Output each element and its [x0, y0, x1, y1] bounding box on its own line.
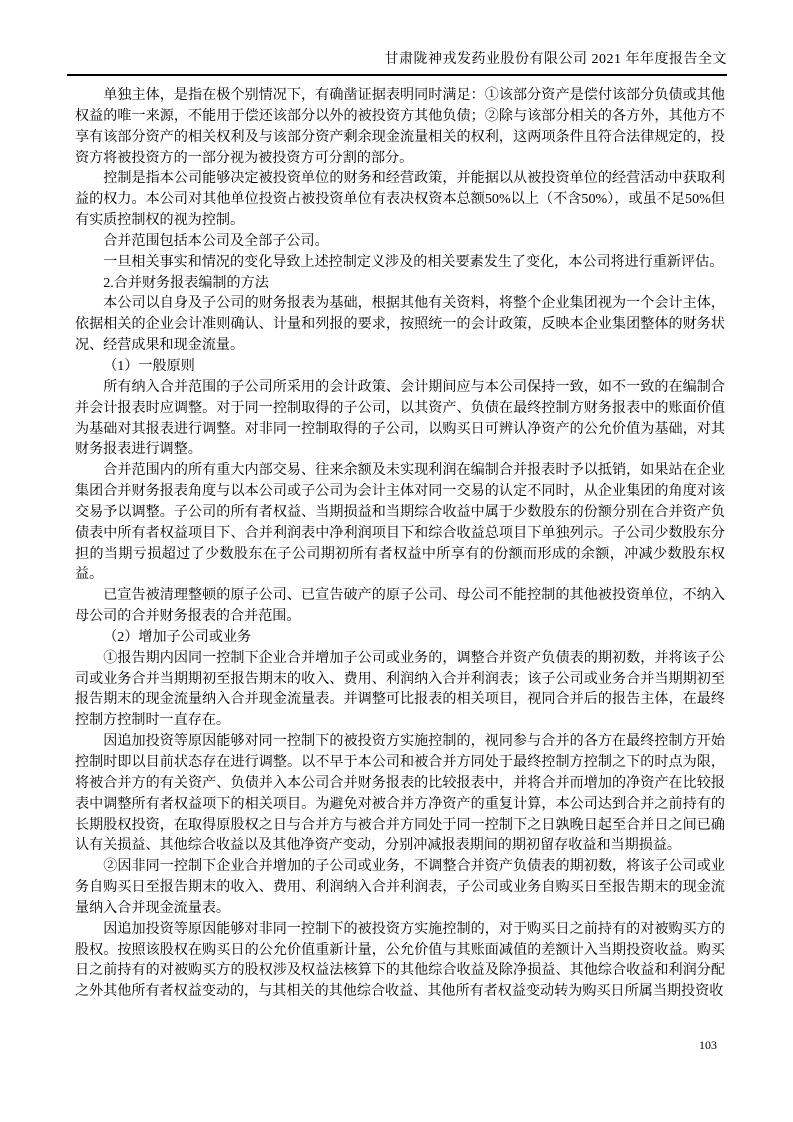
section-heading: 2.合并财务报表编制的方法 — [103, 274, 269, 291]
subsection-heading: （1）一般原则 — [103, 357, 195, 374]
paragraph: 所有纳入合并范围的子公司所采用的会计政策、会计期间应与本公司保持一致，如不一致的在编制合并会计报表时应调整。对于同一控制取得的子公司，以其资产、负债在最终控制方财务报表中的账面价值为基础对其报表进行调整。对非同一控制取得的子公司，以购买日可辨认净资产的公允价值为基础，对其财务报表进行调整。 — [75, 378, 725, 458]
paragraph: 合并范围包括本公司及全部子公司。 — [103, 232, 329, 249]
page-number: 103 — [699, 1038, 717, 1052]
paragraph: 控制是指本公司能够决定被投资单位的财务和经营政策，并能据以从被投资单位的经营活动中获取利益的权力。本公司对其他单位投资占被投资单位有表决权资本总额50%以上（不含50%），或虽不足50%但有实质控制权的视为控制。 — [75, 170, 725, 229]
document-body — [75, 85, 725, 1002]
paragraph: 已宣告被清理整顿的原子公司、已宣告破产的原子公司、母公司不能控制的其他被投资单位，不纳入母公司的合并财务报表的合并范围。 — [75, 587, 725, 625]
paragraph: ①报告期内因同一控制下企业合并增加子公司或业务的，调整合并资产负债表的期初数，并将该子公司或业务合并当期期初至报告期末的收入、费用、利润纳入合并利润表；该子公司或业务合并当期期初至报告期末的现金流量纳入合并现金流量表。并调整可比报表的相关项目，视同合并后的报告主体，在最终控制方控制时一直存在。 — [75, 649, 725, 729]
paragraph: 单独主体，是指在极个别情况下，有确凿证据表明同时满足：①该部分资产是偿付该部分负债或其他权益的唯一来源，不能用于偿还该部分以外的被投资方其他负债；②除与该部分相关的各方外，其他方不享有该部分资产的相关权利及与该部分资产剩余现金流量相关的权利，这两项条件且符合法律规定的，投资方将被投资方的一部分视为被投资方可分割的部分。 — [75, 87, 725, 166]
report-title: 甘肃陇神戎发药业股份有限公司 2021 年年度报告全文 — [384, 52, 727, 67]
paragraph: ②因非同一控制下企业合并增加的子公司或业务，不调整合并资产负债表的期初数，将该子公司或业务自购买日至报告期末的收入、费用、利润纳入合并利润表，子公司或业务自购买日至报告期末的现金流量纳入合并现金流量表。 — [75, 858, 725, 916]
paragraph: 合并范围内的所有重大内部交易、往来余额及未实现利润在编制合并报表时予以抵销，如果站在企业集团合并财务报表角度与以本公司或子公司为会计主体对同一交易的认定不同时，从企业集团的角度对该交易予以调整。子公司的所有者权益、当期损益和当期综合收益中属于少数股东的份额分别在合并资产负债表中所有者权益项目下、合并利润表中净利润项目下和综合收益总项目下单独列示。子公司少数股东分担的当期亏损超过了少数股东在子公司期初所有者权益中所享有的份额而形成的余额，冲减少数股东权益。 — [75, 462, 725, 583]
paragraph: 一旦相关事实和情况的变化导致上述控制定义涉及的相关要素发生了变化，本公司将进行重新评估。 — [103, 253, 724, 270]
paragraph: 本公司以自身及子公司的财务报表为基础，根据其他有关资料，将整个企业集团视为一个会计主体，依据相关的企业会计准则确认、计量和列报的要求，按照统一的会计政策，反映本企业集团整体的财务状况、经营成果和现金流量。 — [75, 295, 725, 354]
paragraph: 因追加投资等原因能够对同一控制下的被投资方实施控制的，视同参与合并的各方在最终控制方开始控制时即以目前状态存在进行调整。以不早于本公司和被合并方同处于最终控制方控制之下的时点为限，将被合并方的有关资产、负债并入本公司合并财务报表的比较报表中，并将合并而增加的净资产在比较报表中调整所有者权益项下的相关项目。为避免对被合并方净资产的重复计算，本公司达到合并之前持有的长期股权投资，在取得原股权之日与合并方与被合并方同处于同一控制下之日孰晚日起至合并日之间已确认有关损益、其他综合收益以及其他净资产变动，分别冲减报表期间的期初留存收益和当期损益。 — [75, 733, 725, 854]
subsection-heading: （2）增加子公司或业务 — [103, 628, 252, 645]
page-footer — [75, 1038, 717, 1052]
page-header — [67, 50, 727, 76]
paragraph: 因追加投资等原因能够对非同一控制下的被投资方实施控制的，对于购买日之前持有的对被购买方的股权。按照该股权在购买日的公允价值重新计量，公允价值与其账面减值的差额计入当期投资收益。购买日之前持有的对被购买方的股权涉及权益法核算下的其他综合收益及除净损益、其他综合收益和利润分配之外其他所有者权益变动的，与其相关的其他综合收益、其他所有者权益变动转为购买日所属当期投资收 — [75, 920, 725, 1000]
